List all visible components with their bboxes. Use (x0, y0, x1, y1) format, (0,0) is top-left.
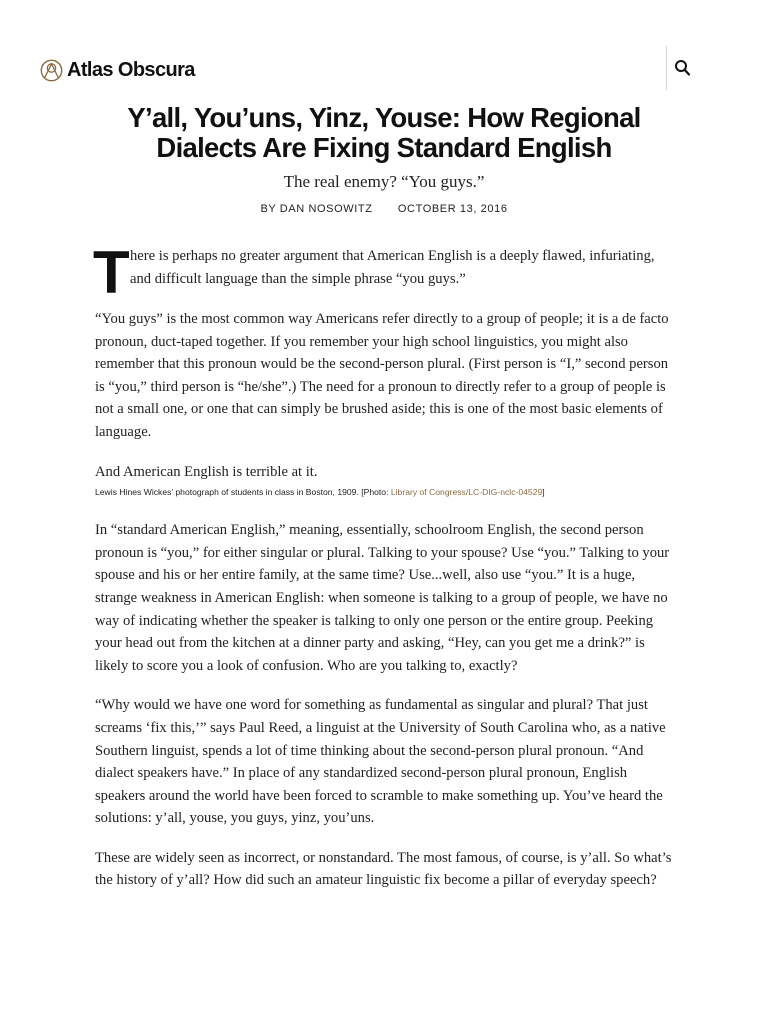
article-subtitle: The real enemy? “You guys.” (283, 172, 485, 191)
drop-cap: T (93, 239, 130, 306)
article-title: Y’all, You’uns, Yinz, Youse: How Regional Dialects Are Fixing Standard English (127, 102, 641, 163)
first-paragraph-text: here is perhaps no greater argument that American English is a deeply flawed, infuriating, and difficult language than the simple phrase “you guys.” (130, 248, 655, 287)
byline-prefix: BY (260, 203, 277, 215)
paragraph: “You guys” is the most common way Americans refer directly to a group of people; it is a de facto pronoun, duct-taped together. If you remember your high school linguistics, you might also remember that this pronoun would be the second-person plural. (First person is “I,” second person is “you,” third person is “he/she”.) The need for a pronoun to directly refer to a group of people is not a small one, or one that can simply be brushed aside; this is one of the most basic elements of language. (95, 311, 669, 440)
byline (84, 202, 684, 216)
author-link[interactable]: DAN NOSOWITZ (279, 203, 373, 215)
paragraph: “Why would we have one word for something as fundamental as singular and plural? That just screams ‘fix this,’” says Paul Reed, a linguist at the University of South Carolina who, as a native Southern linguist, spends a lot of time thinking about the second-person plural pronoun. “And dialect speakers have.” In place of any standardized second-person plural pronoun, English speakers around the world have been forced to scramble to make something up. You’ve heard the solutions: y’all, youse, you guys, yinz, you’uns. (95, 697, 666, 827)
paragraph: In “standard American English,” meaning, essentially, schoolroom English, the second person pronoun is “you,” for either singular or plural. Talking to your spouse? Use “you.” Talking to your spouse and his or her entire family, at the same time? Use...well, also use “you.” It is a huge, strange weakness in American English: when someone is talking to a group of people, we have no way of indicating whether the speaker is talking to only one person or the entire group. Peeking your head out from the kitchen at a dinner party and asking, “Hey, can you get me a drink?” is likely to score you a look of confusion. Who are you talking to, exactly? (95, 522, 670, 674)
caption-text: Lewis Hines Wickes’ photograph of students in class in Boston, 1909. [Photo: (95, 487, 391, 498)
site-header (0, 0, 768, 96)
search-button[interactable] (672, 58, 694, 82)
logo-wordmark: Atlas Obscura (67, 59, 195, 81)
first-paragraph (93, 239, 673, 306)
search-icon (673, 68, 693, 83)
publish-date: OCTOBER 13, 2016 (397, 203, 508, 215)
article-body (93, 239, 673, 892)
atlas-globe-icon (40, 59, 63, 82)
photo-credit-link[interactable]: Library of Congress/LC-DIG-nclc-04529 (390, 487, 543, 498)
site-logo[interactable] (40, 58, 195, 82)
paragraph: These are widely seen as incorrect, or nonstandard. The most famous, of course, is y’all. So what’s the history of y’all? How did such an amateur linguistic fix become a pillar of everyday speech? (95, 849, 672, 889)
header-divider (666, 46, 667, 90)
image-caption (95, 485, 673, 499)
paragraph: And American English is terrible at it. (95, 463, 318, 480)
caption-close: ] (542, 487, 545, 498)
